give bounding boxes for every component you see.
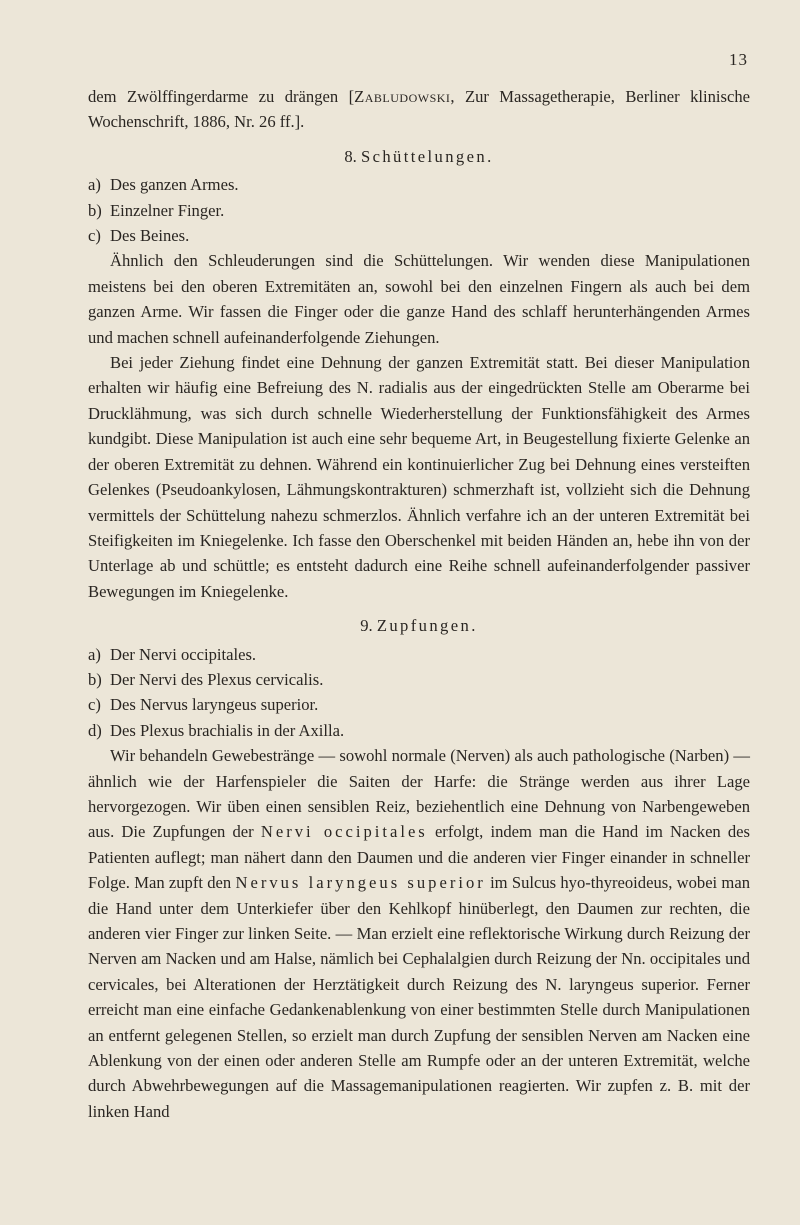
- section-8-title: Schüttelungen.: [360, 146, 494, 166]
- list-item: [88, 198, 750, 223]
- list-item-label: b): [88, 669, 102, 689]
- section-8-heading: [88, 135, 750, 172]
- page-number: 13: [729, 50, 748, 69]
- section-8-list: [88, 172, 750, 248]
- list-item: [88, 718, 750, 743]
- section-8-paragraph-1: Ähnlich den Schleuderungen sind die Schüttelungen. Wir wenden diese Manipulationen meistens bei den oberen Extremitäten an, sowohl bei den einzelnen Fingern als auch bei dem ganzen Arme. Wir fassen die Finger oder die ganze Hand des schlaff herunterhängenden Armes und machen schnell aufeinanderfolgende Ziehungen.: [88, 251, 750, 347]
- spaced-term-nervi-occipitales: Nervi occipitales: [260, 822, 428, 842]
- section-9-list: [88, 642, 750, 744]
- section-8-number: 8.: [344, 146, 357, 166]
- spaced-term-nervus-laryngeus: Nervus laryngeus superior: [235, 873, 486, 893]
- section-9-text-a: Wir behandeln Gewebestränge — sowohl normale (Nerven) als auch pathologische (Narben) — ähnlich wie der Harfenspieler die Saiten der Harfe: die Stränge werden aus ihrer Lage hervorgezogen. Wir üben einen sensiblen Reiz, beziehentlich eine Dehnung von Narbengeweben aus. Die Zupfungen der: [88, 746, 750, 842]
- list-item-text: Der Nervi occipitales.: [110, 644, 257, 664]
- list-item-label: a): [88, 175, 101, 195]
- list-item-label: b): [88, 200, 102, 220]
- section-9-number: 9.: [360, 616, 373, 636]
- list-item: [88, 692, 750, 717]
- list-item-text: Des Plexus brachialis in der Axilla.: [110, 720, 345, 740]
- section-9-title: Zupfungen.: [376, 616, 478, 636]
- list-item: [88, 172, 750, 197]
- section-9-text-c: im Sulcus hyo-thyreoideus, wobei man die Hand unter dem Unterkiefer über den Kehlkopf hinüberlegt, den Daumen zur rechten, die anderen vier Finger zur linken Seite. — Man erzielt eine reflektorische Wirkung durch Reizung der Nerven am Nacken und am Halse, nämlich bei Cephalalgien durch Reizung der Nn. occipitales und cervicales, bei Alterationen der Herztätigkeit durch Reizung des N. laryngeus superior. Ferner erreicht man eine einfache Gedankenablenkung von einer bestimmten Stelle durch Manipulationen an entfernt gelegenen Stellen, so erzielt man durch Zupfung der sensiblen Nerven am Nacken eine Ablenkung von der einen oder anderen Stelle am Rumpfe oder an der unteren Extremität, welche durch Abwehrbewegungen auf die Massagemanipulationen reagierten. Wir zupfen z. B. mit der linken Hand: [88, 873, 750, 1121]
- list-item: [88, 223, 750, 248]
- section-9-text-b: erfolgt, indem man die Hand im Nacken des Patienten auflegt; man nähert dann den Daumen und die anderen vier Finger einander in schneller Folge. Man zupft den: [88, 822, 751, 893]
- list-item-text: Der Nervi des Plexus cervicalis.: [110, 669, 324, 689]
- list-item-text: Einzelner Finger.: [110, 200, 225, 220]
- list-item-text: Des ganzen Armes.: [110, 175, 239, 195]
- list-item-label: d): [88, 720, 102, 740]
- section-9-paragraph-1: [88, 743, 750, 1124]
- list-item-label: c): [88, 695, 101, 715]
- section-8-paragraph-2: Bei jeder Ziehung findet eine Dehnung der ganzen Extremität statt. Bei dieser Manipulation erhalten wir häufig eine Befreiung des N. radialis aus der eingedrückten Stelle am Oberarme bei Drucklähmung, was sich durch schnelle Wiederherstellung der Funktionsfähigkeit des Armes kundgibt. Diese Manipulation ist auch eine sehr bequeme Art, in Beugestellung fixierte Gelenke an der oberen Extremität zu dehnen. Während ein kontinuierlicher Zug bei Dehnung eines versteiften Gelenkes (Pseudoankylosen, Lähmungskontrakturen) schmerzhaft ist, vollzieht sich die Dehnung vermittels der Schüttelung nahezu schmerzlos. Ähnlich verfahre ich an der unteren Extremität bei Steifigkeiten im Kniegelenke. Ich fasse den Oberschenkel mit beiden Händen an, hebe ihn von der Unterlage ab und schüttle; es entsteht dadurch eine Reihe schnell aufeinanderfolgender passiver Bewegungen im Kniegelenke.: [88, 353, 750, 601]
- intro-text-start: dem Zwölffingerdarme zu drängen [: [88, 87, 355, 106]
- list-item-text: Des Nervus laryngeus superior.: [110, 695, 319, 715]
- section-9-heading: [88, 604, 750, 641]
- list-item: [88, 642, 750, 667]
- author-name: Zabludowski: [354, 87, 451, 106]
- list-item-label: a): [88, 644, 101, 664]
- intro-paragraph: [88, 84, 750, 135]
- list-item-label: c): [88, 226, 101, 246]
- list-item-text: Des Beines.: [110, 226, 190, 246]
- list-item: [88, 667, 750, 692]
- intro-text-end: , Zur Massagetherapie, Berliner klinische Wochenschrift, 1886, Nr. 26 ff.].: [88, 87, 750, 132]
